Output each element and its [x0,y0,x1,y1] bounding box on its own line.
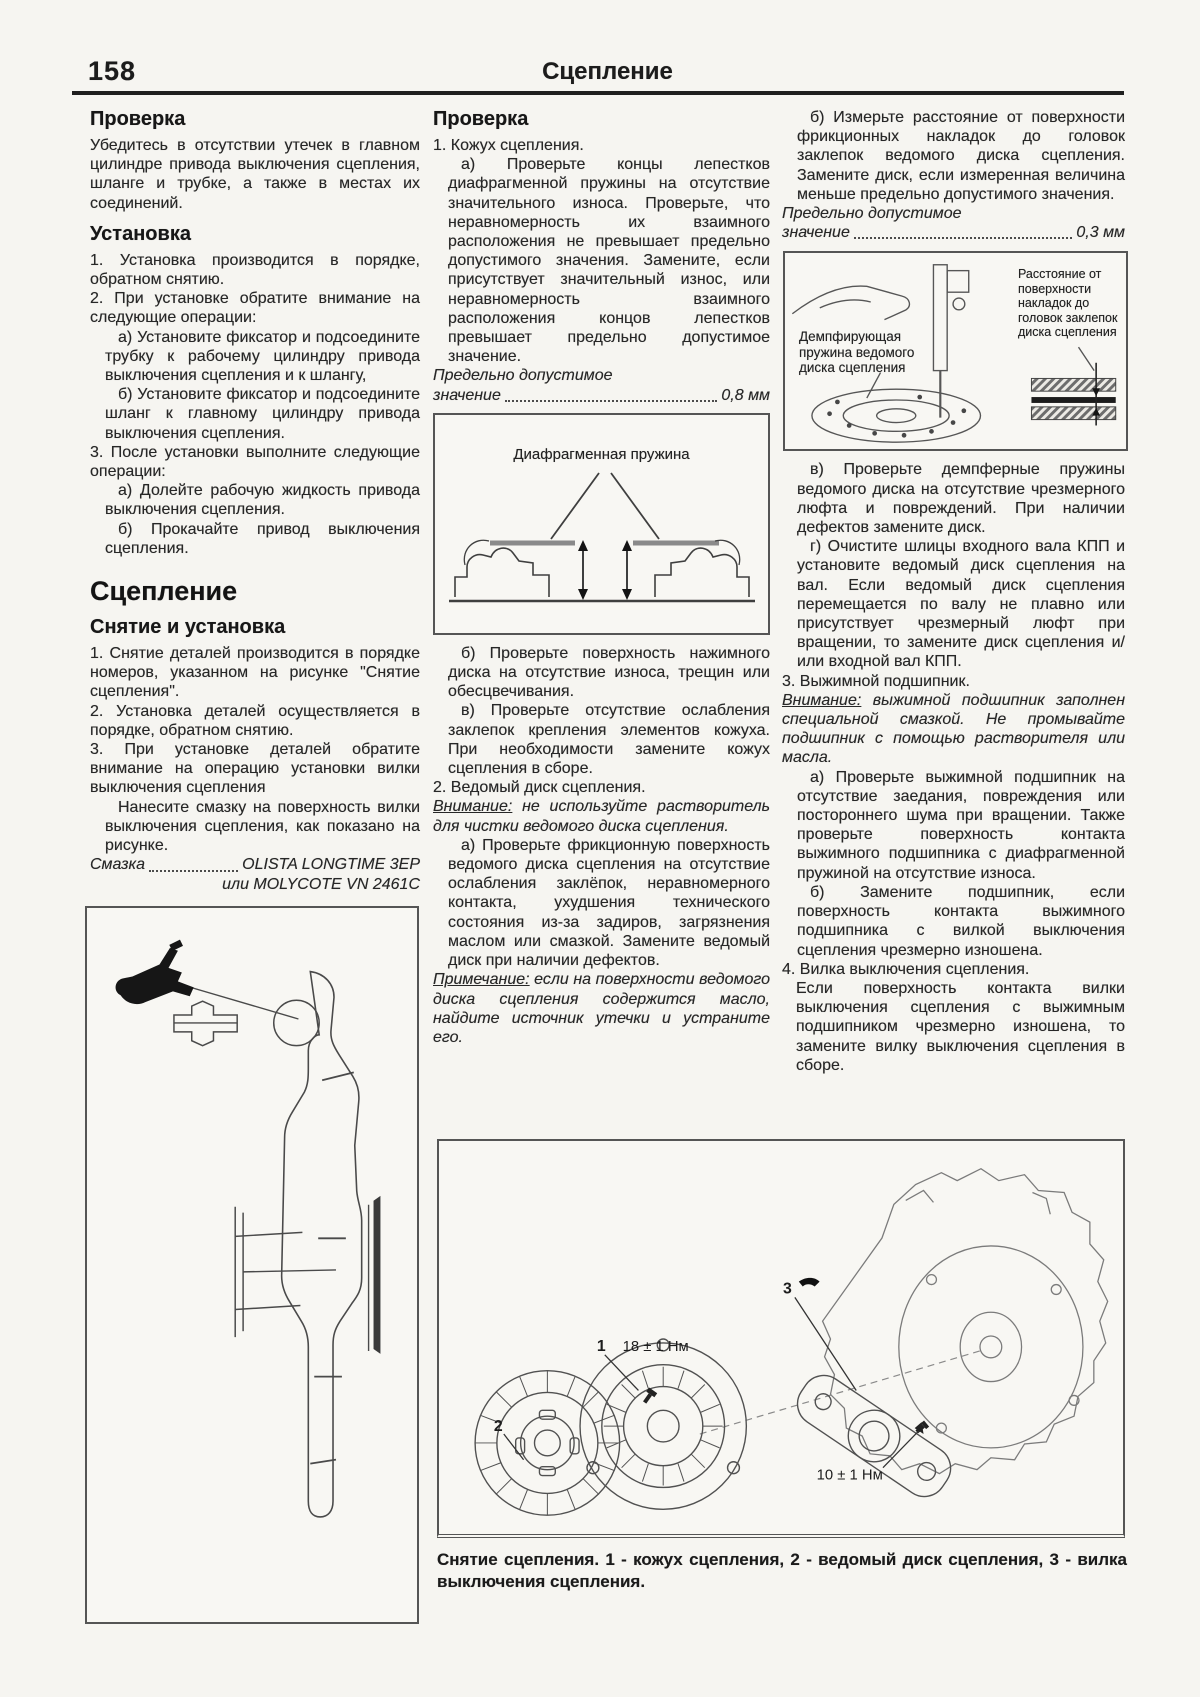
paragraph: б) Установите фиксатор и подсоедините шланг к главному цилиндру привода выключения сцепления. [105,386,420,442]
grease-spec-value-2: или MOLYCOTE VN 2461C [222,875,420,893]
chapter-heading-clutch: Сцепление [90,576,238,607]
limit-spec-value: 0,8 мм [721,386,770,404]
dotted-leader [149,870,238,872]
part-number-label-1: 1 [596,1337,606,1355]
paragraph: Убедитесь в отсутствии утечек в главном цилиндре привода выключения сцепления, шланге и трубке, а также в местах их соединений. [90,137,420,212]
part-number-label-3: 3 [782,1280,792,1298]
attention-text: не используйте растворитель для чистки ведомого диска сцепления. [433,798,770,835]
limit-spec-label-2: Предельно допустимое [782,205,962,223]
grease-spec-label: Смазка [90,856,145,874]
paragraph: Нанесите смазку на поверхность вилки выключения сцепления, как показано на рисунке. [105,798,420,855]
column-left [90,108,420,1624]
remark-note [433,970,770,1047]
column-middle [433,108,770,1047]
paragraph: г) Очистите шлицы входного вала КПП и установите ведомый диск сцепления на вал. Если ведомый диск сцепления перемещается по валу не плавно или присутствует чрезмерный люфт при вращении, то замените диск сцепления и/или входной вал КПП. [797,538,1125,671]
paragraph: 3. Выжимной подшипник. [782,672,970,690]
paragraph: 4. Вилка выключения сцепления. [782,960,1030,978]
paragraph: а) Установите фиксатор и подсоедините трубку к рабочему цилиндру привода выключения сцепления и к шлангу, [105,328,420,385]
limit-spec-row-2 [782,223,1125,242]
leader-lines [504,1297,919,1467]
part-number-label-2: 2 [493,1418,503,1436]
grease-gun-icon [116,939,194,1004]
limit-spec-value-2: 0,3 мм [1076,224,1125,242]
header-rule [72,91,1124,95]
figure-label-diaphragm-spring: Диафрагменная пружина [513,445,690,463]
attention-label-2: Внимание: [782,691,862,709]
limit-spec-row [433,386,770,405]
paragraph: б) Прокачайте привод выключения сцепления. [105,520,420,557]
figure-label-damper-spring: Демпфирующая пружина ведомого диска сцепления [799,329,915,376]
release-fork-bearing-drawing [789,1367,959,1505]
limit-spec-label: Предельно допустимое [433,367,613,385]
grease-spec-row [90,855,420,874]
dotted-leader [505,400,718,402]
clutch-removal-drawing [439,1141,1123,1536]
page-number: 158 [88,56,137,86]
paragraph: 2. Установка деталей осуществляется в порядке, обратном снятию. [90,702,420,739]
remark-label: Примечание: [433,971,530,989]
paragraph: б) Измерьте расстояние от поверхности фрикционных накладок до головок заклепок ведомого диска сцепления. Замените диск, если измеренная величина меньше предельно допустимого значения. [797,109,1125,203]
release-fork-drawing [87,908,417,1622]
release-fork-figure [85,906,419,1624]
paragraph: а) Проверьте выжимной подшипник на отсутствие заедания, повреждения или постороннего шума при вращении. Также проверьте поверхность контакта выжимного подшипника с диафрагменной пружиной на отсутствие износа. [797,768,1125,882]
dotted-leader [854,237,1073,239]
paragraph: 1. Кожух сцепления. [433,137,584,154]
paragraph: в) Проверьте отсутствие ослабления заклепок крепления элементов кожуха. При необходимости замените кожух сцепления в сборе. [448,702,770,778]
torque-label-2: 10 ± 1 Нм [816,1467,883,1484]
attention-note-2 [782,691,1125,768]
clutch-disc-drawing [475,1371,620,1516]
alignment-dashed-line [700,1351,980,1434]
rivet-depth-figure [783,251,1128,451]
page-title: Сцепление [542,58,673,85]
paragraph: 2. Ведомый диск сцепления. [433,779,646,797]
section-heading-check: Проверка [90,108,186,130]
paragraph: а) Долейте рабочую жидкость привода выключения сцепления. [105,482,420,519]
grease-spec-value: OLISTA LONGTIME 3EP [242,856,420,874]
limit-spec-name-2: значение [782,224,850,242]
section-heading-check-2: Проверка [433,108,529,130]
attention-text-2: выжимной подшипник заполнен специальной смазкой. Не промывайте подшипник с помощью растворителя или масла. [782,691,1125,767]
clip-icon [799,1278,820,1287]
paragraph: 1. Установка производится в порядке, обратном снятию. [90,251,420,289]
paragraph: в) Проверьте демпферные пружины ведомого диска на отсутствие чрезмерного люфта и повреждений. При наличии дефектов замените диск. [797,461,1125,537]
paragraph: б) Проверьте поверхность нажимного диска на отсутствие износа, трещин или обесцвечивания. [448,644,770,701]
remark-text: если на поверхности ведомого диска сцепления содержится масло, найдите источник утечки и устраните его. [433,971,770,1046]
rivet-depth-drawing [785,253,1126,449]
figure-caption: Снятие сцепления. 1 - кожух сцепления, 2 - ведомый диск сцепления, 3 - вилка выключения сцепления. [437,1550,1127,1591]
attention-note [433,797,770,835]
paragraph: Если поверхность контакта вилки выключения сцепления с выжимным подшипником чрезмерно изношена, то замените вилку выключения сцепления в сборе. [796,979,1125,1074]
bolt-icon [641,1388,658,1406]
attention-label: Внимание: [433,798,513,816]
paragraph: 3. При установке деталей обратите внимание на операцию установки вилки выключения сцепления [90,741,420,797]
paragraph: 3. После установки выполните следующие операции: [90,443,420,481]
figure-label-rivet-distance: Расстояние от поверхности накладок до головок заклепок диска сцепления [1018,267,1118,340]
paragraph: 1. Снятие деталей производится в порядке номеров, указанном на рисунке "Снятие сцепления". [90,645,420,701]
diaphragm-spring-figure [433,413,770,635]
column-right [782,108,1125,1075]
paragraph: б) Замените подшипник, если поверхность контакта выжимного подшипника с вилкой выключения сцепления чрезмерно изношена. [797,883,1125,959]
paragraph: а) Проверьте фрикционную поверхность ведомого диска сцепления на отсутствие ослабления заклёпок, неравномерного контакта, ухудшения технического состояния из-за задиров, загрязнения маслом или смазкой. Замените ведомый диск при наличии дефектов. [448,836,770,970]
paragraph: а) Проверьте концы лепестков диафрагменной пружины на отсутствие значительного износа. Проверьте, что неравномерность их взаимного расположения не превышает предельно допустимого значения. Замените, если присутствует значительный износ, или неравномерность взаимного расположения концов лепестков превышает предельно допустимое значение. [448,156,770,366]
transmission-housing-drawing [823,1169,1108,1474]
clutch-removal-figure [437,1139,1125,1538]
paragraph: 2. При установке обратите внимание на следующие операции: [90,290,420,327]
section-heading-install: Установка [90,222,191,245]
section-heading-removal: Снятие и установка [90,616,286,639]
clutch-cover-drawing [580,1339,746,1509]
limit-spec-name: значение [433,386,501,404]
torque-label-1: 18 ± 1 Нм [622,1338,689,1355]
